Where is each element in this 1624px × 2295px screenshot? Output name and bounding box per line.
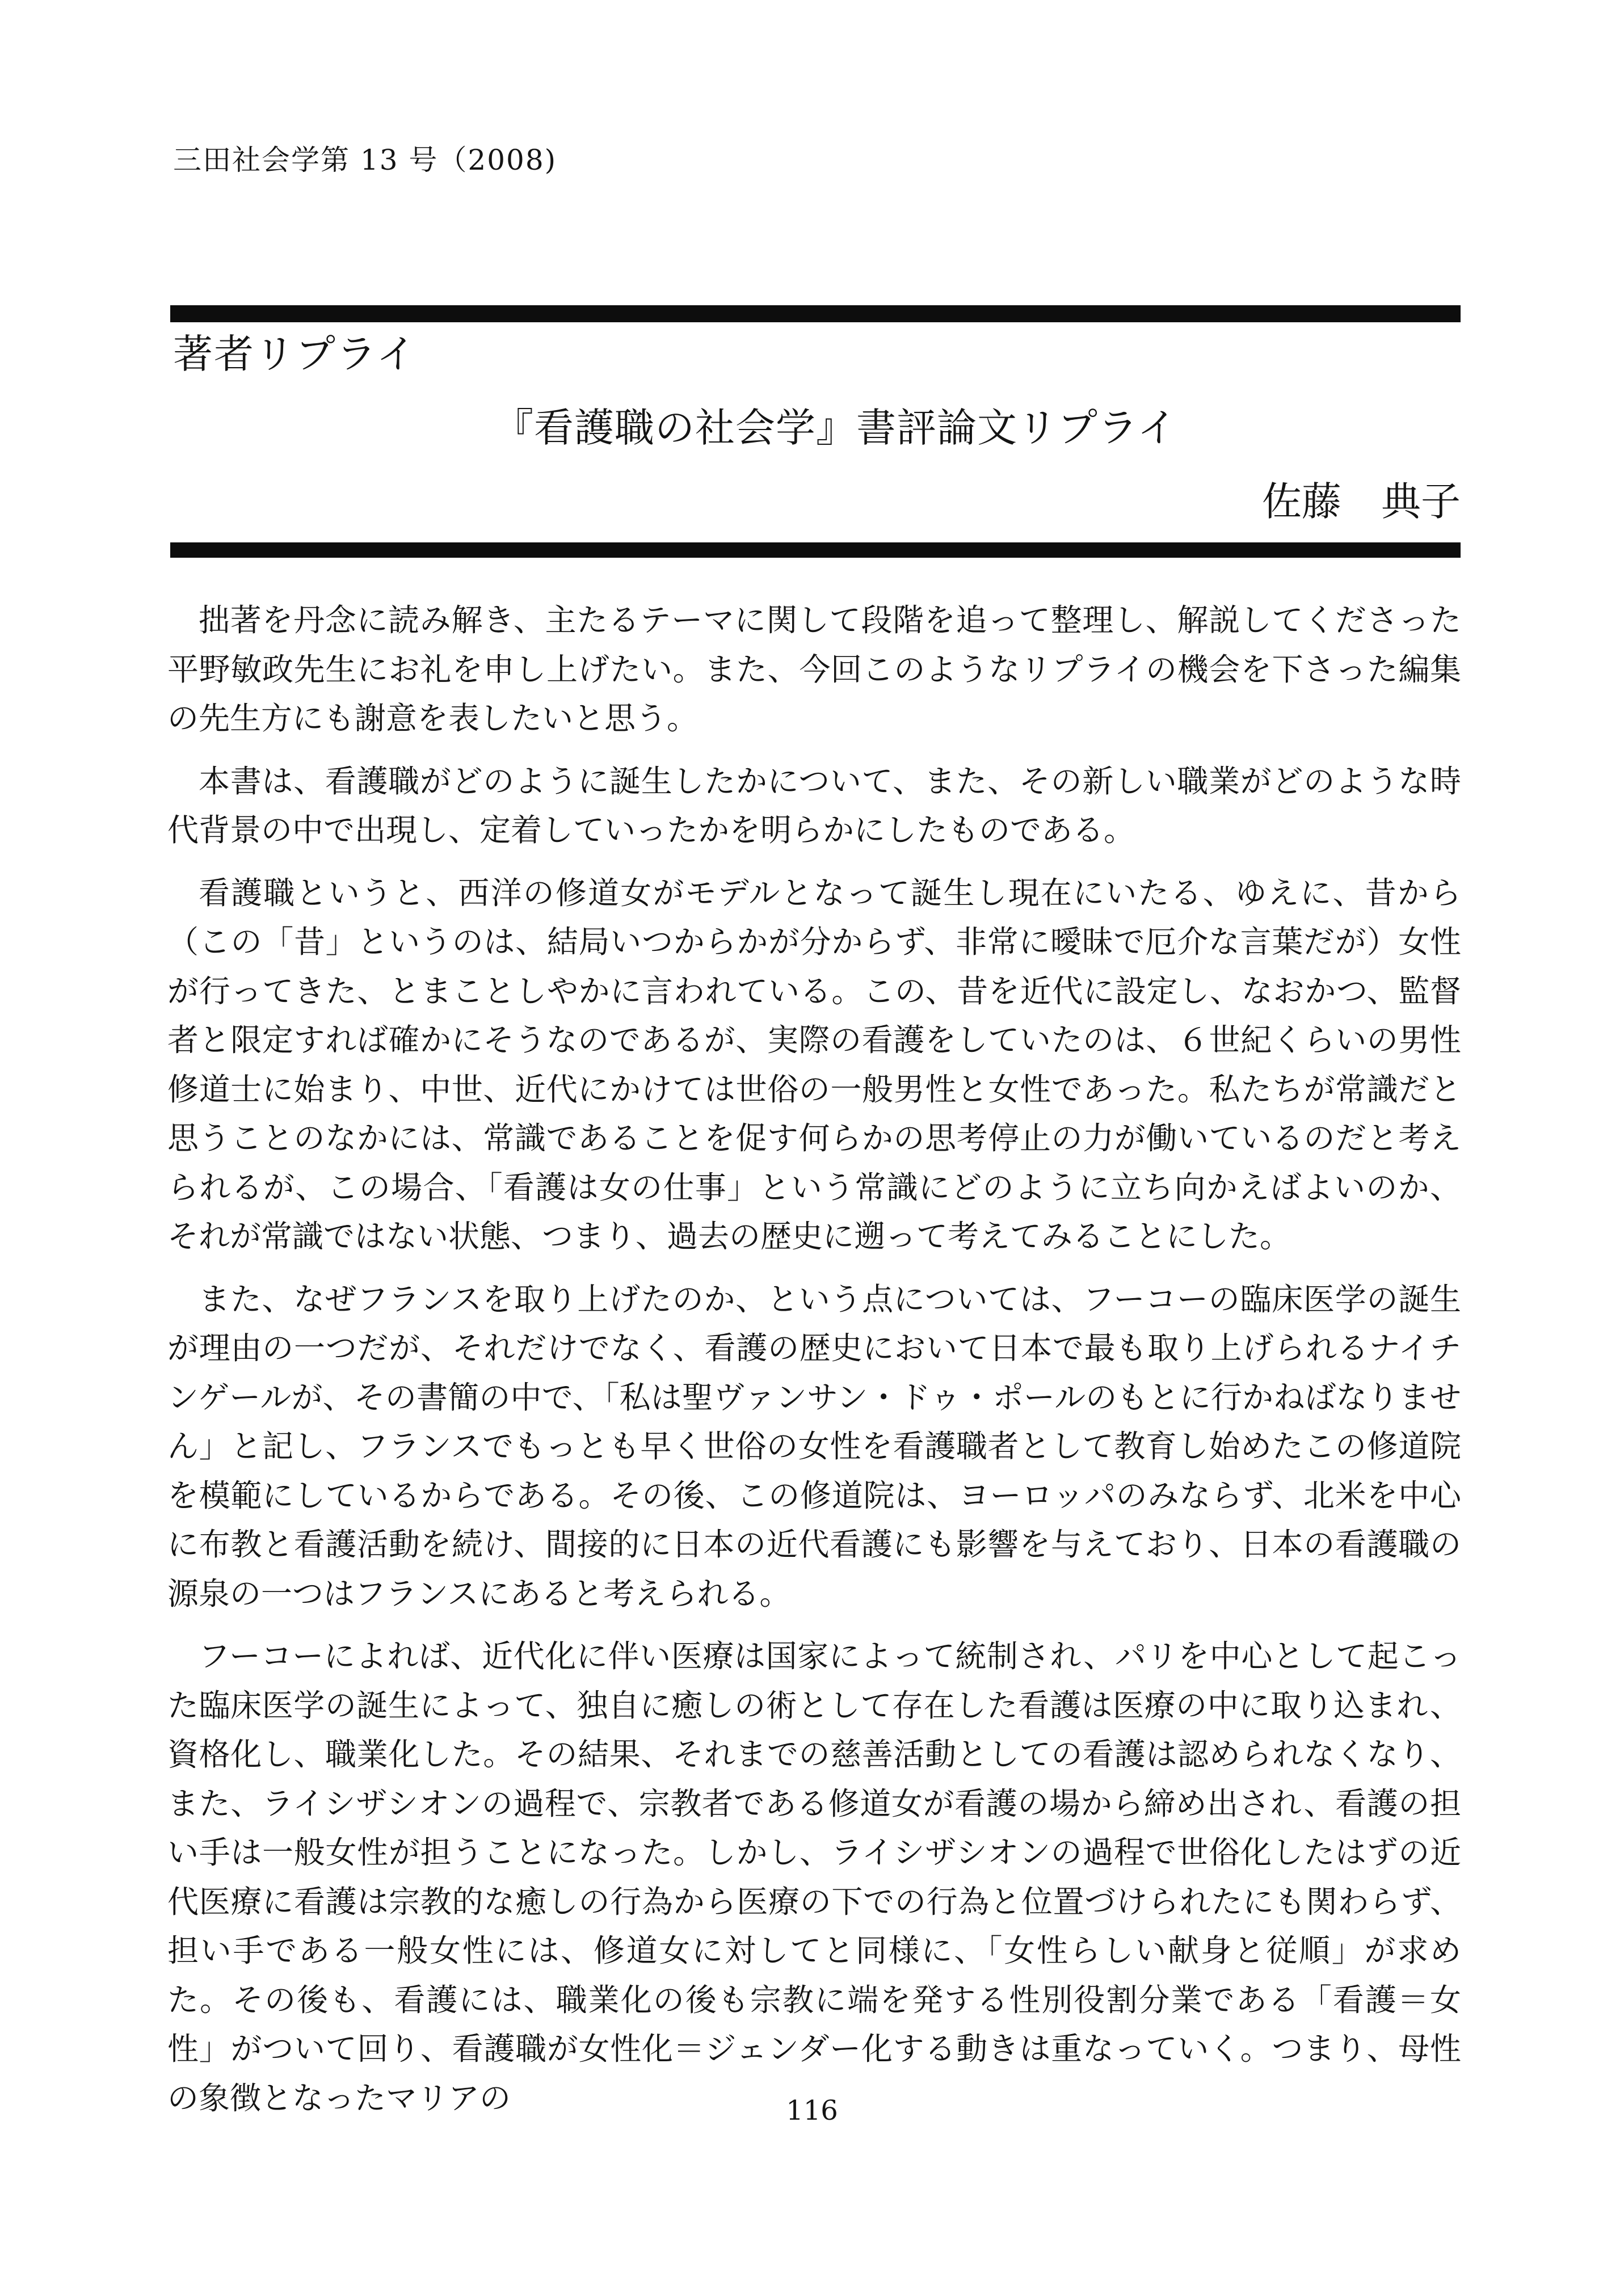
section-label: 著者リプライ: [173, 331, 417, 377]
article-title: 『看護職の社会学』書評論文リプライ: [494, 405, 1177, 451]
journal-header: 三田社会学第 13 号（2008): [173, 144, 557, 176]
page-number: 116: [786, 2095, 838, 2126]
paragraph-2: 本書は、看護職がどのように誕生したかについて、また、その新しい職業がどのような時代背景の中で出現し、定着していったかを明らかにしたものである。: [167, 763, 1461, 848]
paragraph-1: 拙著を丹念に読み解き、主たるテーマに関して段階を追って整理し、解説してくださった平野敏政先生にお礼を申し上げたい。また、今回このようなリプライの機会を下さった編集の先生方にも謝意を表したいと思う。: [167, 602, 1461, 736]
body-text: [167, 596, 1461, 2136]
title-rule-bottom: [170, 542, 1461, 558]
paragraph-5: フーコーによれば、近代化に伴い医療は国家によって統制され、パリを中心として起こった臨床医学の誕生によって、独自に癒しの術として存在した看護は医療の中に取り込まれ、資格化し、職業化した。その結果、それまでの慈善活動としての看護は認められなくなり、また、ライシザシオンの過程で、宗教者である修道女が看護の場から締め出され、看護の担い手は一般女性が担うことになった。しかし、ライシザシオンの過程で世俗化したはずの近代医療に看護は宗教的な癒しの行為から医療の下での行為と位置づけられたにも関わらず、担い手である一般女性には、修道女に対してと同様に、「女性らしい献身と従順」が求めた。その後も、看護には、職業化の後も宗教に端を発する性別役割分業である「看護＝女性」がついて回り、看護職が女性化＝ジェンダー化する動きは重なっていく。つまり、母性の象徴となったマリアの: [167, 1638, 1461, 2116]
paragraph-3: 看護職というと、西洋の修道女がモデルとなって誕生し現在にいたる、ゆえに、昔から（この「昔」というのは、結局いつからかが分からず、非常に曖昧で厄介な言葉だが）女性が行ってきた、とまことしやかに言われている。この、昔を近代に設定し、なおかつ、監督者と限定すれば確かにそうなのであるが、実際の看護をしていたのは、６世紀くらいの男性修道士に始まり、中世、近代にかけては世俗の一般男性と女性であった。私たちが常識だと思うことのなかには、常識であることを促す何らかの思考停止の力が働いているのだと考えられるが、この場合、「看護は女の仕事」という常識にどのように立ち向かえばよいのか、それが常識ではない状態、つまり、過去の歴史に遡って考えてみることにした。: [167, 874, 1461, 1254]
author-name: 佐藤 典子: [1262, 478, 1461, 525]
title-rule-top: [170, 305, 1461, 322]
paragraph-4: また、なぜフランスを取り上げたのか、という点については、フーコーの臨床医学の誕生が理由の一つだが、それだけでなく、看護の歴史において日本で最も取り上げられるナイチンゲールが、その書簡の中で、「私は聖ヴァンサン・ドゥ・ポールのもとに行かねばなりません」と記し、フランスでもっとも早く世俗の女性を看護職者として教育し始めたこの修道院を模範にしているからである。その後、この修道院は、ヨーロッパのみならず、北米を中心に布教と看護活動を続け、間接的に日本の近代看護にも影響を与えており、日本の看護職の源泉の一つはフランスにあると考えられる。: [167, 1281, 1461, 1612]
